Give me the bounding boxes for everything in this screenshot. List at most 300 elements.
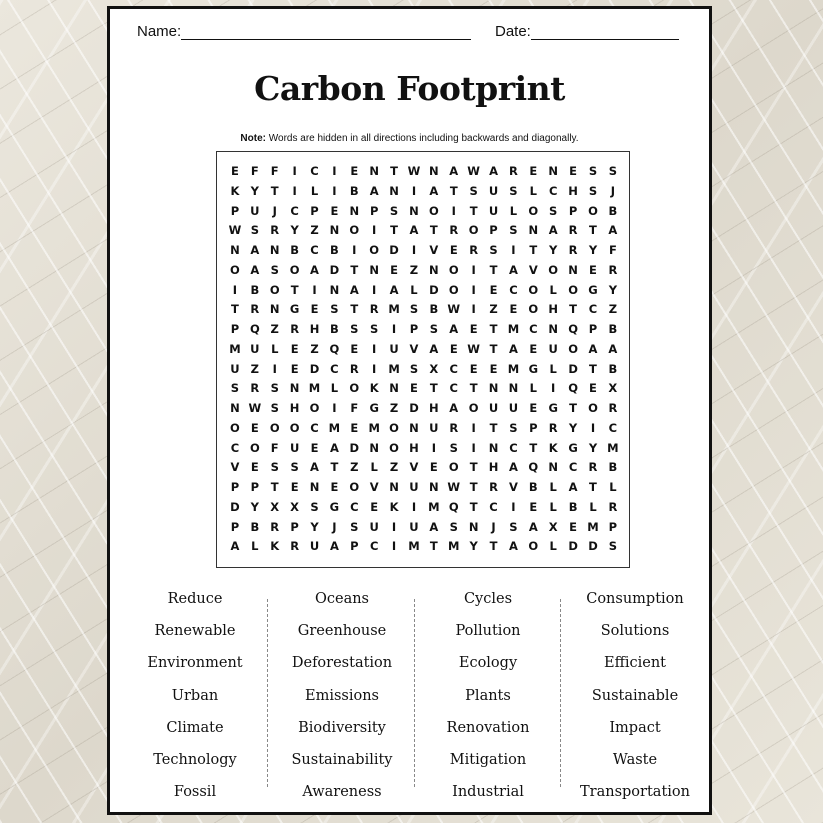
grid-letter: R xyxy=(588,460,598,475)
grid-letter: S xyxy=(509,223,518,238)
word-list-item: Awareness xyxy=(302,784,382,801)
grid-letter: S xyxy=(588,164,598,178)
grid-letter: I xyxy=(411,499,417,514)
grid-letter: X xyxy=(290,499,300,514)
grid-letter: B xyxy=(608,460,618,475)
grid-letter: S xyxy=(549,203,558,218)
grid-letter: E xyxy=(529,499,538,514)
word-list-item: Efficient xyxy=(603,655,667,672)
grid-letter: C xyxy=(509,440,518,455)
grid-letter: E xyxy=(290,480,299,494)
grid-letter: S xyxy=(350,519,359,534)
grid-letter: O xyxy=(309,401,320,415)
grid-letter: T xyxy=(429,539,438,554)
grid-letter: L xyxy=(549,282,557,297)
grid-letter: R xyxy=(508,164,518,178)
grid-letter: N xyxy=(548,164,558,178)
grid-letter: P xyxy=(250,480,260,494)
grid-letter: E xyxy=(449,243,458,257)
grid-letter: E xyxy=(350,420,359,435)
grid-letter: J xyxy=(272,203,277,218)
grid-letter: I xyxy=(372,341,377,356)
grid-letter: E xyxy=(529,401,538,415)
grid-letter: O xyxy=(448,262,459,277)
grid-letter: I xyxy=(332,183,337,198)
grid-letter: S xyxy=(330,302,339,317)
grid-letter: U xyxy=(548,341,558,356)
grid-letter: G xyxy=(329,499,340,514)
grid-letter: T xyxy=(270,183,279,198)
grid-letter: E xyxy=(489,282,498,297)
grid-letter: F xyxy=(270,164,279,178)
grid-letter: O xyxy=(588,203,598,218)
grid-letter: E xyxy=(569,164,578,178)
grid-letter: B xyxy=(568,499,578,514)
grid-letter: X xyxy=(429,361,439,376)
grid-letter: C xyxy=(310,164,319,178)
grid-letter: O xyxy=(349,223,360,238)
grid-letter: F xyxy=(350,401,359,415)
grid-letter: W xyxy=(467,341,480,356)
grid-letter: P xyxy=(350,539,359,554)
grid-letter: N xyxy=(369,262,379,277)
grid-letter: E xyxy=(469,322,478,336)
grid-letter: N xyxy=(488,381,499,396)
grid-letter: I xyxy=(232,282,238,297)
grid-letter: L xyxy=(589,499,597,514)
grid-letter: S xyxy=(270,381,279,396)
grid-letter: M xyxy=(428,499,440,514)
grid-letter: I xyxy=(551,381,556,396)
grid-letter: C xyxy=(310,243,319,257)
column-divider xyxy=(267,599,268,787)
grid-letter: M xyxy=(308,381,321,396)
grid-letter: S xyxy=(270,460,279,475)
word-list-item: Ecology xyxy=(458,655,518,672)
grid-letter: J xyxy=(491,519,496,534)
grid-letter: N xyxy=(568,262,578,277)
word-list-item: Environment xyxy=(147,655,243,672)
grid-letter: M xyxy=(607,440,619,455)
grid-letter: N xyxy=(409,203,419,218)
word-column xyxy=(272,587,412,812)
grid-letter: H xyxy=(568,183,578,198)
grid-letter: N xyxy=(389,480,399,494)
grid-letter: F xyxy=(270,440,279,455)
grid-letter: R xyxy=(270,519,280,534)
grid-letter: L xyxy=(251,539,259,554)
grid-letter: Z xyxy=(270,322,279,336)
name-field xyxy=(137,23,471,40)
grid-letter: O xyxy=(588,401,598,415)
grid-letter: T xyxy=(290,282,299,297)
grid-letter: U xyxy=(429,420,439,435)
grid-letter: P xyxy=(230,480,240,494)
grid-letter: A xyxy=(310,460,319,475)
grid-letter: N xyxy=(309,480,320,494)
word-list xyxy=(122,587,697,801)
grid-letter: A xyxy=(489,164,498,178)
grid-letter: I xyxy=(372,223,377,238)
grid-letter: T xyxy=(469,480,478,494)
grid-letter: T xyxy=(350,262,359,277)
grid-letter: Z xyxy=(389,401,399,415)
word-column xyxy=(125,587,265,812)
grid-letter: E xyxy=(449,341,458,356)
grid-letter: P xyxy=(489,223,498,238)
grid-letter: A xyxy=(508,539,518,554)
grid-letter: A xyxy=(389,282,399,297)
word-list-item: Emissions xyxy=(304,687,379,704)
grid-letter: U xyxy=(289,440,300,455)
word-list-item: Plants xyxy=(465,687,511,704)
grid-letter: M xyxy=(328,420,341,435)
grid-letter: K xyxy=(270,539,280,554)
grid-letter: J xyxy=(332,519,337,534)
grid-letter: A xyxy=(329,539,339,554)
word-list-item: Technology xyxy=(153,751,237,768)
grid-letter: M xyxy=(388,302,400,317)
grid-letter: V xyxy=(409,341,419,356)
grid-letter: G xyxy=(548,401,558,415)
grid-letter: M xyxy=(388,361,400,376)
grid-letter: B xyxy=(330,322,339,336)
grid-letter: S xyxy=(409,302,419,317)
grid-letter: O xyxy=(468,223,479,238)
grid-letter: M xyxy=(507,322,520,336)
grid-letter: N xyxy=(429,164,439,178)
grid-letter: X xyxy=(608,381,618,396)
grid-letter: Q xyxy=(528,460,539,475)
grid-letter: Z xyxy=(389,460,399,475)
grid-letter: I xyxy=(471,420,476,435)
grid-letter: O xyxy=(230,420,240,435)
grid-letter: T xyxy=(589,223,597,238)
grid-letter: B xyxy=(608,203,618,218)
grid-letter: V xyxy=(528,262,538,277)
grid-letter: O xyxy=(289,262,300,277)
grid-letter: P xyxy=(529,420,538,435)
grid-letter: R xyxy=(290,322,300,336)
grid-letter: F xyxy=(608,243,617,257)
grid-letter: B xyxy=(290,243,299,257)
grid-letter: L xyxy=(529,381,537,396)
grid-letter: I xyxy=(471,282,476,297)
grid-letter: C xyxy=(350,499,359,514)
grid-letter: P xyxy=(230,203,240,218)
grid-letter: T xyxy=(489,322,498,336)
grid-letter: O xyxy=(230,262,240,277)
grid-letter: I xyxy=(372,282,377,297)
grid-letter: S xyxy=(509,420,518,435)
grid-letter: H xyxy=(289,401,300,415)
grid-letter: Y xyxy=(250,183,259,198)
date-field xyxy=(495,23,679,40)
grid-letter: D xyxy=(568,539,578,554)
grid-letter: V xyxy=(429,243,439,257)
grid-letter: H xyxy=(409,440,419,455)
grid-letter: T xyxy=(270,480,279,494)
word-list-item: Reduce xyxy=(167,591,223,607)
grid-letter: O xyxy=(289,420,300,435)
grid-letter: N xyxy=(369,164,379,178)
grid-letter: E xyxy=(231,164,239,178)
grid-letter: S xyxy=(469,183,478,198)
grid-letter: A xyxy=(608,341,618,356)
grid-letter: E xyxy=(310,440,319,455)
grid-letter: I xyxy=(391,539,397,554)
grid-letter: I xyxy=(332,401,337,415)
grid-letter: H xyxy=(429,401,439,415)
grid-letter: Y xyxy=(588,440,598,455)
grid-letter: K xyxy=(230,183,240,198)
column-divider xyxy=(414,599,415,787)
grid-letter: L xyxy=(549,539,557,554)
grid-letter: U xyxy=(409,480,419,494)
grid-letter: O xyxy=(389,440,399,455)
grid-letter: R xyxy=(568,243,578,257)
grid-letter: R xyxy=(349,361,359,376)
grid-letter: Q xyxy=(568,381,578,396)
grid-letter: I xyxy=(451,203,456,218)
grid-letter: T xyxy=(231,302,239,317)
grid-letter: L xyxy=(271,341,279,356)
grid-letter: T xyxy=(469,203,478,218)
grid-letter: T xyxy=(390,164,398,178)
grid-letter: P xyxy=(568,203,578,218)
grid-letter: M xyxy=(587,519,599,534)
note xyxy=(110,133,709,144)
grid-letter: S xyxy=(588,183,598,198)
grid-letter: C xyxy=(509,282,518,297)
grid-letter: E xyxy=(529,164,538,178)
grid-letter: R xyxy=(608,499,618,514)
grid-letter: E xyxy=(509,302,518,317)
grid-letter: N xyxy=(389,183,399,198)
grid-letter: E xyxy=(429,460,438,475)
grid-letter: U xyxy=(309,539,320,554)
grid-letter: O xyxy=(249,440,260,455)
grid-letter: N xyxy=(230,243,240,257)
grid-letter: O xyxy=(349,381,360,396)
grid-letter: O xyxy=(528,203,539,218)
grid-letter: S xyxy=(310,499,319,514)
grid-letter: E xyxy=(250,420,259,435)
grid-letter: Y xyxy=(290,223,299,238)
grid-letter: U xyxy=(389,341,399,356)
name-label: Name: xyxy=(137,23,182,40)
grid-letter: O xyxy=(568,282,578,297)
grid-letter: Z xyxy=(350,460,359,475)
grid-letter: E xyxy=(350,341,359,356)
word-list-item: Urban xyxy=(171,687,219,704)
grid-letter: B xyxy=(250,519,260,534)
grid-letter: L xyxy=(509,203,518,218)
word-column xyxy=(418,587,558,812)
grid-letter: R xyxy=(449,420,459,435)
grid-letter: A xyxy=(409,223,419,238)
grid-letter: T xyxy=(529,440,538,455)
grid-letter: P xyxy=(230,322,240,336)
grid-letter: T xyxy=(330,460,339,475)
grid-letter: N xyxy=(389,381,399,396)
grid-letter: S xyxy=(350,322,359,336)
grid-letter: M xyxy=(408,539,420,554)
grid-letter: Y xyxy=(469,539,478,554)
word-list-item: Impact xyxy=(609,719,661,736)
grid-letter: S xyxy=(449,519,458,534)
grid-letter: O xyxy=(269,420,280,435)
grid-letter: E xyxy=(370,499,379,514)
grid-letter: D xyxy=(309,361,320,376)
date-label: Date: xyxy=(495,23,531,40)
grid-letter: U xyxy=(488,401,499,415)
word-list-item: Consumption xyxy=(586,591,684,607)
note-text: Words are hidden in all directions including backwards and diagonally. xyxy=(265,133,579,144)
grid-letter: I xyxy=(411,183,417,198)
grid-letter: N xyxy=(269,243,280,257)
grid-letter: O xyxy=(428,203,439,218)
grid-letter: T xyxy=(489,539,498,554)
grid-letter: O xyxy=(448,460,459,475)
grid-letter: B xyxy=(528,480,538,494)
grid-letter: P xyxy=(230,519,240,534)
grid-letter: P xyxy=(290,519,299,534)
grid-letter: Q xyxy=(249,322,260,336)
worksheet xyxy=(107,6,712,815)
word-list-item: Waste xyxy=(612,751,658,768)
grid-letter: G xyxy=(568,440,578,455)
puzzle-grid xyxy=(225,162,623,557)
grid-letter: Y xyxy=(588,243,598,257)
grid-letter: E xyxy=(589,381,597,396)
grid-letter: Z xyxy=(310,341,319,356)
grid-letter: A xyxy=(528,519,538,534)
grid-letter: Y xyxy=(250,499,259,514)
grid-letter: R xyxy=(568,223,578,238)
grid-letter: S xyxy=(509,183,518,198)
grid-letter: S xyxy=(489,243,498,257)
grid-letter: R xyxy=(270,223,280,238)
grid-letter: O xyxy=(568,341,578,356)
grid-letter: I xyxy=(272,361,277,376)
grid-letter: L xyxy=(529,183,537,198)
puzzle-grid-box xyxy=(216,151,630,568)
grid-letter: V xyxy=(409,460,419,475)
grid-letter: L xyxy=(370,460,378,475)
grid-letter: W xyxy=(467,164,480,178)
grid-letter: C xyxy=(608,420,618,435)
grid-letter: I xyxy=(391,322,397,336)
grid-letter: C xyxy=(529,322,538,336)
grid-letter: S xyxy=(389,203,399,218)
note-label: Note: xyxy=(240,133,266,144)
grid-letter: W xyxy=(248,401,262,415)
grid-letter: O xyxy=(448,282,459,297)
grid-letter: N xyxy=(488,440,499,455)
grid-letter: O xyxy=(528,282,539,297)
grid-letter: N xyxy=(230,401,240,415)
grid-letter: A xyxy=(449,322,459,336)
grid-letter: H xyxy=(309,322,320,336)
grid-letter: V xyxy=(508,480,518,494)
grid-letter: U xyxy=(250,341,260,356)
grid-letter: L xyxy=(549,499,557,514)
grid-letter: I xyxy=(292,183,297,198)
grid-letter: T xyxy=(390,223,398,238)
grid-letter: W xyxy=(228,223,242,238)
grid-letter: E xyxy=(290,341,299,356)
grid-letter: U xyxy=(488,183,499,198)
grid-letter: C xyxy=(369,539,379,554)
grid-letter: R xyxy=(250,302,260,317)
grid-letter: A xyxy=(310,262,319,277)
grid-letter: H xyxy=(548,302,558,317)
grid-letter: C xyxy=(588,302,598,317)
grid-letter: J xyxy=(610,183,615,198)
grid-letter: N xyxy=(548,460,558,475)
grid-letter: S xyxy=(608,164,618,178)
grid-letter: F xyxy=(250,164,259,178)
grid-letter: T xyxy=(589,480,597,494)
grid-letter: V xyxy=(230,460,240,475)
word-list-item: Solutions xyxy=(600,623,670,640)
grid-letter: N xyxy=(349,203,360,218)
grid-letter: E xyxy=(350,164,359,178)
word-list-item: Pollution xyxy=(455,623,521,640)
grid-letter: L xyxy=(549,361,557,376)
grid-letter: A xyxy=(548,223,558,238)
grid-letter: E xyxy=(330,203,339,218)
grid-letter: A xyxy=(508,460,518,475)
grid-letter: I xyxy=(292,164,297,178)
grid-letter: P xyxy=(588,322,598,336)
grid-letter: I xyxy=(391,519,397,534)
grid-letter: R xyxy=(608,401,618,415)
grid-letter: R xyxy=(608,262,618,277)
word-list-item: Greenhouse xyxy=(297,623,387,640)
grid-letter: S xyxy=(230,381,240,396)
grid-letter: O xyxy=(528,539,539,554)
column-divider xyxy=(560,599,561,787)
date-line xyxy=(531,24,679,40)
grid-letter: O xyxy=(369,243,380,257)
grid-letter: L xyxy=(410,282,418,297)
word-list-item: Sustainable xyxy=(591,687,679,704)
grid-letter: T xyxy=(489,262,498,277)
grid-letter: U xyxy=(508,401,519,415)
grid-letter: A xyxy=(508,262,518,277)
grid-letter: S xyxy=(449,440,458,455)
grid-letter: L xyxy=(310,183,319,198)
grid-letter: D xyxy=(389,243,399,257)
grid-letter: W xyxy=(447,480,461,494)
word-list-item: Cycles xyxy=(463,591,513,607)
grid-letter: A xyxy=(429,341,439,356)
grid-letter: G xyxy=(369,401,379,415)
grid-letter: I xyxy=(471,440,476,455)
grid-letter: T xyxy=(569,401,578,415)
grid-letter: T xyxy=(529,243,538,257)
grid-letter: L xyxy=(549,480,557,494)
grid-letter: H xyxy=(488,460,499,475)
grid-letter: I xyxy=(332,164,337,178)
grid-letter: S xyxy=(429,322,438,336)
grid-letter: T xyxy=(469,499,478,514)
grid-letter: I xyxy=(312,282,317,297)
grid-letter: C xyxy=(230,440,240,455)
grid-letter: Q xyxy=(448,499,459,514)
